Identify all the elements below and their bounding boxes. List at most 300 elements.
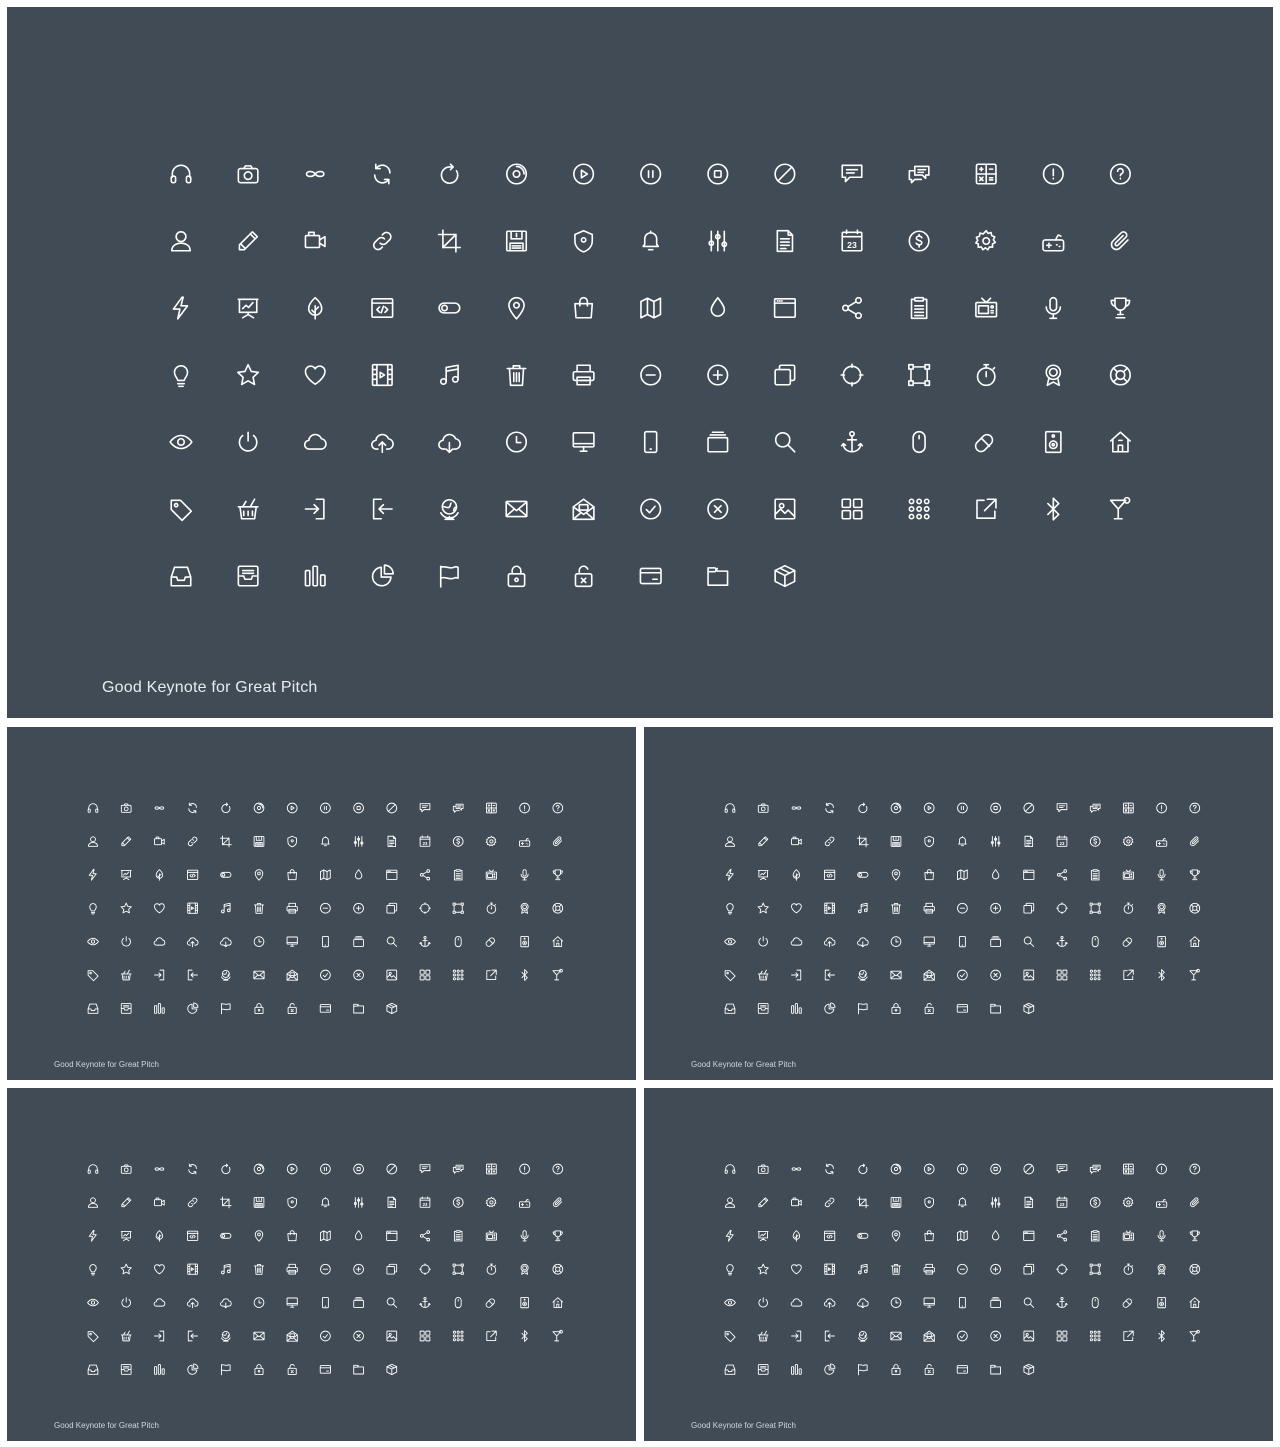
star-icon: [121, 1264, 131, 1274]
plus-circle-icon: [991, 903, 1001, 913]
calendar-icon: [420, 836, 430, 846]
play-circle-icon: [574, 164, 594, 184]
pill-icon: [486, 1299, 494, 1307]
stopwatch-icon: [1124, 903, 1133, 913]
user-icon: [88, 1198, 97, 1207]
heart-icon: [155, 904, 165, 913]
inbox-icon: [725, 1004, 735, 1013]
lightbulb-icon: [175, 366, 188, 387]
image-icon: [1024, 1331, 1034, 1341]
speaker-icon: [521, 936, 529, 946]
sync-icon: [826, 803, 834, 813]
lightbulb-icon: [727, 904, 734, 914]
lock-icon: [255, 1365, 263, 1375]
tv-icon: [486, 1231, 496, 1240]
film-strip-icon: [188, 903, 198, 913]
award-badge-icon: [521, 903, 528, 913]
clock-icon: [254, 937, 264, 947]
stop-circle-icon: [991, 1164, 1001, 1174]
share-icon: [843, 298, 861, 319]
heart-icon: [792, 904, 802, 913]
shopping-bag-icon: [288, 870, 297, 880]
dollar-coin-icon: [909, 231, 929, 251]
unlock-icon: [925, 1364, 933, 1374]
chat-bubbles-icon: [453, 804, 463, 812]
document-icon: [388, 836, 396, 846]
pause-circle-icon: [321, 1164, 331, 1174]
power-icon: [759, 1298, 768, 1307]
unlock-icon: [575, 566, 591, 586]
help-circle-icon: [1111, 164, 1131, 184]
alert-circle-icon: [520, 1164, 530, 1174]
bar-chart-icon: [792, 1365, 802, 1375]
flag-icon: [221, 1004, 230, 1014]
sliders-icon: [709, 231, 726, 251]
disc-icon: [507, 164, 527, 184]
copy-icon: [387, 903, 397, 913]
globe-icon: [858, 1331, 867, 1341]
plus-circle-icon: [354, 1264, 364, 1274]
eye-icon: [170, 436, 192, 449]
link-icon: [374, 232, 391, 249]
browser-window-icon: [387, 870, 397, 879]
flag-icon: [858, 1365, 867, 1375]
grid-nine-icon: [1090, 1331, 1100, 1341]
eye-icon: [725, 938, 736, 945]
block-icon: [1024, 1164, 1034, 1174]
star-icon: [758, 903, 768, 913]
map-icon: [958, 1231, 968, 1241]
pie-chart-icon: [188, 1364, 198, 1374]
envelope-icon: [891, 971, 901, 979]
tag-icon: [725, 971, 735, 981]
microphone-icon: [1158, 1231, 1165, 1241]
mouse-icon: [913, 432, 925, 453]
share-icon: [420, 1231, 429, 1241]
calculator-icon: [1124, 1164, 1134, 1174]
speaker-icon: [1158, 936, 1166, 946]
tv-icon: [486, 870, 496, 879]
user-icon: [172, 232, 190, 251]
globe-icon: [858, 970, 867, 980]
lock-icon: [255, 1004, 263, 1014]
tag-icon: [88, 971, 98, 981]
chat-bubbles-icon: [1090, 804, 1100, 812]
award-badge-icon: [1158, 1264, 1165, 1274]
lock-icon: [892, 1365, 900, 1375]
lightbulb-icon: [727, 1265, 734, 1275]
calendar-icon: [1057, 1197, 1067, 1207]
chat-bubble-icon: [1057, 1165, 1067, 1173]
pencil-icon: [239, 232, 257, 250]
stop-circle-icon: [354, 803, 364, 813]
printer-icon: [573, 365, 594, 385]
trash-icon: [891, 904, 900, 914]
vector-square-icon: [909, 365, 930, 386]
paperclip-icon: [553, 1198, 561, 1207]
logout-icon: [374, 499, 392, 519]
pause-circle-icon: [958, 803, 968, 813]
credit-card-icon: [320, 1366, 330, 1374]
thumbnail-slide-top-left[interactable]: [7, 727, 636, 1080]
external-link-icon: [1124, 1331, 1133, 1340]
music-note-icon: [858, 1264, 867, 1273]
cocktail-icon: [553, 1330, 562, 1341]
image-icon: [1024, 970, 1034, 980]
basket-icon: [238, 499, 258, 519]
pill-icon: [976, 435, 993, 452]
award-badge-icon: [1046, 365, 1060, 385]
dollar-coin-icon: [453, 1198, 463, 1208]
block-icon: [775, 164, 795, 184]
folder-icon: [354, 1365, 364, 1374]
search-icon: [387, 937, 396, 946]
stack-box-icon: [991, 937, 1001, 947]
pie-chart-icon: [825, 1364, 835, 1374]
map-icon: [958, 870, 968, 880]
monitor-icon: [287, 1298, 297, 1307]
sliders-icon: [991, 1198, 1000, 1208]
chat-bubble-icon: [842, 165, 862, 181]
archive-tray-icon: [758, 1365, 768, 1375]
icon-grid: [644, 1088, 1273, 1441]
envelope-open-icon: [924, 1331, 934, 1341]
cocktail-icon: [1190, 1330, 1199, 1341]
login-icon: [155, 970, 164, 980]
slide-caption: Good Keynote for Great Pitch: [691, 1060, 796, 1069]
thumbnail-slide-top-right[interactable]: [644, 727, 1273, 1080]
minus-circle-icon: [641, 365, 661, 385]
cloud-download-icon: [221, 938, 232, 947]
map-icon: [321, 870, 331, 880]
printer-icon: [924, 903, 934, 913]
shield-icon: [925, 1197, 934, 1208]
bell-icon: [322, 1198, 330, 1207]
gear-icon: [1123, 836, 1133, 846]
login-icon: [155, 1331, 164, 1341]
thumbnail-slide-bottom-left[interactable]: [7, 1088, 636, 1441]
copy-icon: [775, 365, 795, 385]
disc-icon: [891, 1164, 901, 1174]
trash-icon: [254, 1265, 263, 1275]
smartphone-icon: [959, 936, 965, 946]
gear-icon: [486, 836, 496, 846]
envelope-icon: [254, 971, 264, 979]
cloud-upload-icon: [187, 938, 198, 947]
calendar-icon: [1057, 836, 1067, 846]
toggle-icon: [858, 1233, 868, 1238]
user-icon: [88, 837, 97, 846]
gamepad-icon: [519, 1199, 529, 1207]
cloud-upload-icon: [824, 1299, 835, 1308]
anchor-icon: [1057, 1297, 1067, 1307]
sliders-icon: [991, 837, 1000, 847]
gear-icon: [1123, 1197, 1133, 1207]
document-icon: [1025, 1197, 1033, 1207]
clock-icon: [507, 432, 527, 452]
copy-icon: [387, 1264, 397, 1274]
tag-icon: [725, 1332, 735, 1342]
chat-bubbles-icon: [1090, 1165, 1100, 1173]
cloud-download-icon: [858, 938, 869, 947]
trash-icon: [507, 366, 525, 386]
stopwatch-icon: [978, 365, 995, 386]
clock-icon: [891, 1298, 901, 1308]
pill-icon: [486, 938, 494, 946]
x-circle-icon: [708, 499, 728, 519]
printer-icon: [287, 1264, 297, 1274]
pill-icon: [1123, 938, 1131, 946]
envelope-icon: [891, 1332, 901, 1340]
code-window-icon: [187, 1231, 197, 1240]
crop-icon: [857, 836, 868, 847]
life-buoy-icon: [1111, 365, 1131, 385]
code-window-icon: [187, 870, 197, 879]
login-icon: [792, 970, 801, 980]
link-icon: [825, 1198, 834, 1207]
headphones-icon: [88, 804, 98, 813]
pill-icon: [1123, 1299, 1131, 1307]
home-icon: [1190, 937, 1200, 947]
help-circle-icon: [553, 803, 563, 813]
sync-icon: [189, 803, 197, 813]
share-icon: [1057, 870, 1066, 880]
shopping-bag-icon: [288, 1231, 297, 1241]
slide-caption: Good Keynote for Great Pitch: [691, 1421, 796, 1430]
grid-nine-icon: [453, 970, 463, 980]
external-link-icon: [1124, 970, 1133, 979]
crop-icon: [220, 1197, 231, 1208]
chat-bubble-icon: [1057, 804, 1067, 812]
cloud-upload-icon: [824, 938, 835, 947]
power-icon: [122, 1298, 131, 1307]
water-drop-icon: [355, 870, 362, 879]
minus-circle-icon: [958, 1264, 968, 1274]
bluetooth-icon: [1048, 498, 1059, 520]
monitor-icon: [924, 1298, 934, 1307]
smartphone-icon: [322, 936, 328, 946]
home-icon: [553, 1298, 563, 1308]
lightbulb-icon: [90, 904, 97, 914]
infinity-icon: [155, 1168, 164, 1170]
browser-window-icon: [1024, 1231, 1034, 1240]
browser-window-icon: [775, 299, 796, 317]
folder-icon: [354, 1004, 364, 1013]
icon-grid: [7, 7, 1273, 718]
logout-icon: [825, 1331, 834, 1341]
refresh-icon: [859, 803, 867, 812]
gamepad-icon: [519, 838, 529, 846]
basket-icon: [758, 970, 768, 980]
mouse-icon: [1092, 936, 1098, 946]
alert-circle-icon: [1157, 1164, 1167, 1174]
minus-circle-icon: [321, 1264, 331, 1274]
shopping-bag-icon: [575, 298, 592, 318]
stop-circle-icon: [708, 164, 728, 184]
icon-grid: [7, 727, 636, 1080]
unlock-icon: [288, 1364, 296, 1374]
check-circle-icon: [641, 499, 661, 519]
calculator-icon: [487, 803, 497, 813]
svg-text:23: 23: [1059, 840, 1065, 846]
shield-icon: [288, 836, 297, 847]
tv-icon: [1123, 1231, 1133, 1240]
film-strip-icon: [825, 1264, 835, 1274]
svg-text:23: 23: [422, 840, 428, 846]
help-circle-icon: [553, 1164, 563, 1174]
tag-icon: [171, 500, 191, 520]
paperclip-icon: [1190, 837, 1198, 846]
cloud-icon: [791, 1299, 802, 1306]
play-circle-icon: [287, 1164, 297, 1174]
disc-icon: [254, 803, 264, 813]
award-badge-icon: [521, 1264, 528, 1274]
infinity-icon: [307, 172, 324, 177]
help-circle-icon: [1190, 1164, 1200, 1174]
stop-circle-icon: [354, 1164, 364, 1174]
refresh-icon: [222, 803, 230, 812]
chat-bubbles-icon: [453, 1165, 463, 1173]
grid-nine-icon: [1090, 970, 1100, 980]
search-icon: [387, 1298, 396, 1307]
pencil-icon: [759, 1198, 768, 1207]
share-icon: [420, 870, 429, 880]
grid-nine-icon: [453, 1331, 463, 1341]
gear-icon: [976, 231, 996, 250]
alert-circle-icon: [1157, 803, 1167, 813]
monitor-icon: [287, 937, 297, 946]
tv-icon: [976, 298, 997, 316]
image-icon: [387, 970, 397, 980]
music-note-icon: [221, 903, 230, 912]
sliders-icon: [354, 1198, 363, 1208]
external-link-icon: [487, 1331, 496, 1340]
folder-icon: [708, 568, 728, 585]
award-badge-icon: [1158, 903, 1165, 913]
sync-icon: [375, 164, 390, 184]
lightning-icon: [89, 869, 96, 880]
plus-circle-icon: [708, 365, 728, 385]
stack-box-icon: [991, 1298, 1001, 1308]
link-icon: [825, 837, 834, 846]
smartphone-icon: [645, 432, 657, 453]
cloud-icon: [305, 435, 326, 450]
leaf-icon: [793, 1231, 800, 1242]
cocktail-icon: [1190, 969, 1199, 980]
star-icon: [758, 1264, 768, 1274]
inbox-icon: [88, 1004, 98, 1013]
toggle-icon: [221, 1233, 231, 1238]
floppy-disk-icon: [891, 837, 901, 847]
chat-bubble-icon: [420, 804, 430, 812]
gamepad-icon: [1043, 235, 1064, 251]
dollar-coin-icon: [453, 837, 463, 847]
camera-icon: [758, 1165, 768, 1173]
slide-caption: Good Keynote for Great Pitch: [54, 1421, 159, 1430]
floppy-disk-icon: [254, 1198, 264, 1208]
smartphone-icon: [959, 1297, 965, 1307]
video-camera-icon: [792, 837, 802, 845]
shield-icon: [288, 1197, 297, 1208]
link-icon: [188, 837, 197, 846]
code-window-icon: [824, 1231, 834, 1240]
monitor-icon: [573, 433, 594, 451]
pencil-icon: [122, 837, 131, 846]
alert-circle-icon: [520, 803, 530, 813]
floppy-disk-icon: [254, 837, 264, 847]
x-circle-icon: [354, 1331, 364, 1341]
water-drop-icon: [992, 1231, 999, 1240]
tag-icon: [88, 1332, 98, 1342]
film-strip-icon: [373, 365, 393, 386]
floppy-disk-icon: [891, 1198, 901, 1208]
trash-icon: [254, 904, 263, 914]
leaf-icon: [793, 870, 800, 881]
pie-chart-icon: [373, 565, 394, 586]
clipboard-icon: [1091, 870, 1099, 880]
cloud-icon: [154, 1299, 165, 1306]
video-camera-icon: [155, 837, 165, 845]
clock-icon: [254, 1298, 264, 1308]
pause-circle-icon: [641, 164, 661, 184]
copy-icon: [1024, 1264, 1034, 1274]
calendar-icon: [842, 230, 862, 251]
basket-icon: [121, 1331, 131, 1341]
refresh-icon: [859, 1164, 867, 1173]
envelope-open-icon: [924, 970, 934, 980]
login-icon: [792, 1331, 801, 1341]
film-strip-icon: [188, 1264, 198, 1274]
inbox-icon: [171, 567, 191, 585]
presentation-chart-icon: [121, 1231, 131, 1240]
stack-box-icon: [354, 937, 364, 947]
speaker-icon: [1046, 432, 1061, 453]
anchor-icon: [1057, 936, 1067, 946]
headphones-icon: [171, 165, 191, 182]
leaf-icon: [156, 1231, 163, 1242]
cocktail-icon: [1111, 498, 1130, 519]
grid-four-icon: [420, 970, 430, 980]
bluetooth-icon: [522, 970, 527, 981]
toggle-icon: [858, 872, 868, 877]
pause-circle-icon: [321, 803, 331, 813]
cocktail-icon: [553, 969, 562, 980]
thumbnail-slide-bottom-right[interactable]: [644, 1088, 1273, 1441]
cube-icon: [387, 1364, 397, 1374]
power-icon: [239, 432, 256, 451]
lightning-icon: [726, 869, 733, 880]
bluetooth-icon: [1159, 1331, 1164, 1342]
cloud-download-icon: [439, 435, 460, 453]
presentation-chart-icon: [758, 1231, 768, 1240]
water-drop-icon: [711, 298, 724, 316]
eye-icon: [88, 938, 99, 945]
check-circle-icon: [321, 1331, 331, 1341]
search-icon: [776, 433, 795, 452]
vector-square-icon: [1090, 903, 1100, 913]
infinity-icon: [792, 807, 801, 809]
speaker-icon: [521, 1297, 529, 1307]
camera-icon: [121, 1165, 131, 1173]
plus-circle-icon: [354, 903, 364, 913]
chat-bubbles-icon: [909, 166, 929, 182]
browser-window-icon: [387, 1231, 397, 1240]
life-buoy-icon: [1190, 903, 1200, 913]
share-icon: [1057, 1231, 1066, 1241]
external-link-icon: [977, 499, 996, 518]
power-icon: [122, 937, 131, 946]
cube-icon: [775, 566, 795, 587]
